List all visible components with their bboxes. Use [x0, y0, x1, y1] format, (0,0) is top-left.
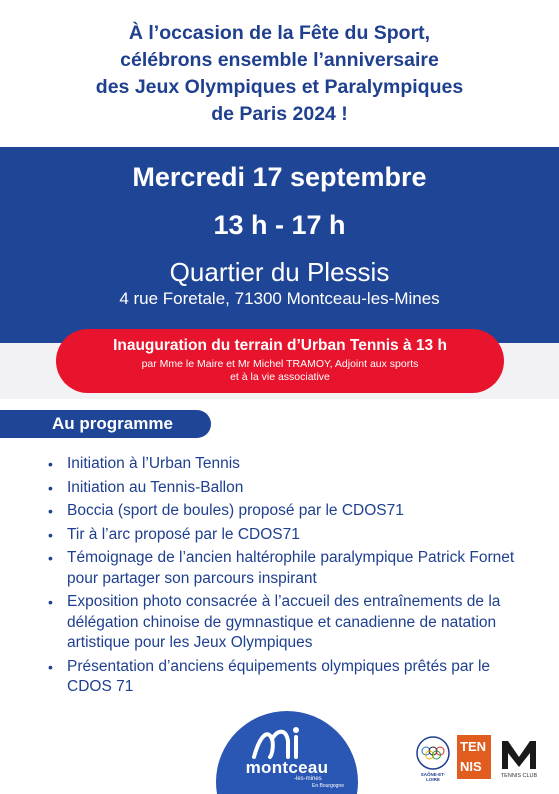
event-info-band: [0, 147, 559, 343]
club-label: TENNIS CLUB: [500, 773, 538, 779]
event-time: 13 h - 17 h: [213, 210, 346, 240]
event-date: Mercredi 17 septembre: [132, 162, 427, 192]
logo-region: En Bourgogne: [312, 783, 344, 789]
inauguration-title: Inauguration du terrain d’Urban Tennis à 13 h: [113, 337, 447, 354]
intro-line: À l’occasion de la Fête du Sport,: [128, 22, 431, 44]
event-address: 4 rue Foretale, 71300 Montceau-les-Mines: [119, 289, 440, 308]
tennis-logo-text: NIS: [460, 759, 482, 774]
intro-heading: [0, 20, 559, 128]
inauguration-subtitle: par Mme le Maire et Mr Michel TRAMOY, Adjoint aux sports et à la vie associative: [141, 358, 419, 383]
montceau-logo: [216, 711, 358, 794]
intro-line: de Paris 2024 !: [211, 103, 348, 125]
list-item: • Initiation à l’Urban Tennis: [48, 454, 518, 475]
intro-line: des Jeux Olympiques et Paralympiques: [95, 76, 464, 98]
list-item: • Initiation au Tennis-Ballon: [48, 478, 518, 499]
cdos-line: LOIRE: [426, 777, 440, 782]
m-letter-icon: [494, 737, 544, 771]
montceau-mark-icon: [250, 725, 324, 759]
olympic-rings-icon: [415, 735, 451, 771]
cdos-text: [415, 772, 451, 782]
list-item: • Tir à l’arc proposé par le CDOS71: [48, 525, 518, 546]
tennis-federation-logo: [457, 735, 491, 779]
event-place: Quartier du Plessis: [169, 257, 390, 287]
tennis-club-logo: [494, 737, 544, 781]
inauguration-banner: [56, 329, 504, 393]
program-heading: Au programme: [0, 410, 211, 438]
cdos-logo: [415, 735, 451, 785]
program-list: [48, 454, 518, 701]
logo-name: montceau: [245, 758, 329, 777]
cdos-line: SAÔNE-ET-: [420, 772, 446, 777]
list-item: • Exposition photo consacrée à l’accueil des entraînements de la délégation chinoise de gymnastique et canadienne de natation artistique pour les Jeux Olympiques: [48, 592, 518, 654]
intro-line: célébrons ensemble l’anniversaire: [120, 49, 439, 71]
tennis-logo-text: TEN: [460, 739, 486, 754]
logo-sub: -les-mines: [294, 776, 322, 782]
list-item: • Présentation d’anciens équipements olympiques prêtés par le CDOS 71: [48, 657, 518, 698]
list-item: • Boccia (sport de boules) proposé par le CDOS71: [48, 501, 518, 522]
list-item: • Témoignage de l’ancien haltérophile paralympique Patrick Fornet pour partager son parcours inspirant: [48, 548, 518, 589]
